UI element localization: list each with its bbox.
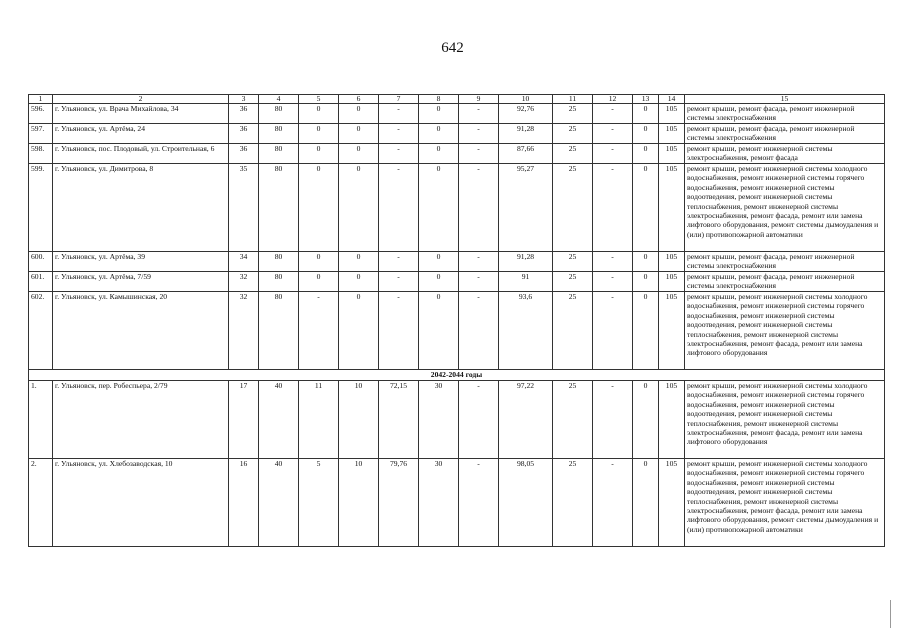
- row-number-cell: 596.: [29, 104, 53, 124]
- row-number-cell: 602.: [29, 292, 53, 370]
- scan-edge-mark: [890, 600, 891, 628]
- table-row: [29, 381, 885, 459]
- col-10-cell: 98,05: [499, 459, 553, 547]
- table-row: [29, 104, 885, 124]
- col-8-cell: 0: [419, 104, 459, 124]
- col-14-cell: 105: [659, 164, 685, 252]
- repair-works-cell: ремонт крыши, ремонт фасада, ремонт инженерной системы электроснабжения: [685, 104, 885, 124]
- col-3-cell: 36: [229, 104, 259, 124]
- col-12-cell: -: [593, 272, 633, 292]
- repair-works-cell: ремонт крыши, ремонт фасада, ремонт инженерной системы электроснабжения: [685, 272, 885, 292]
- address-cell: г. Ульяновск, ул. Артёма, 39: [53, 252, 229, 272]
- col-13-cell: 0: [633, 104, 659, 124]
- col-14-cell: 105: [659, 459, 685, 547]
- col-12-cell: -: [593, 292, 633, 370]
- col-12-cell: -: [593, 381, 633, 459]
- col-6-cell: 0: [339, 272, 379, 292]
- col-4-cell: 80: [259, 124, 299, 144]
- col-8-cell: 0: [419, 144, 459, 164]
- col-10-cell: 92,76: [499, 104, 553, 124]
- col-11-cell: 25: [553, 164, 593, 252]
- col-9-cell: -: [459, 104, 499, 124]
- row-number-cell: 599.: [29, 164, 53, 252]
- col-10-cell: 87,66: [499, 144, 553, 164]
- table-row: [29, 144, 885, 164]
- col-5-cell: 0: [299, 124, 339, 144]
- col-14-cell: 105: [659, 272, 685, 292]
- col-3-cell: 36: [229, 144, 259, 164]
- col-11-cell: 25: [553, 252, 593, 272]
- col-5-cell: 5: [299, 459, 339, 547]
- col-13-cell: 0: [633, 272, 659, 292]
- address-cell: г. Ульяновск, ул. Димитрова, 8: [53, 164, 229, 252]
- section-title: 2042-2044 годы: [29, 370, 885, 381]
- col-7-cell: -: [379, 252, 419, 272]
- col-12-cell: -: [593, 459, 633, 547]
- col-10-cell: 93,6: [499, 292, 553, 370]
- column-header-3: 3: [229, 95, 259, 104]
- col-7-cell: 72,15: [379, 381, 419, 459]
- col-7-cell: -: [379, 272, 419, 292]
- col-7-cell: -: [379, 292, 419, 370]
- col-3-cell: 35: [229, 164, 259, 252]
- col-5-cell: 0: [299, 144, 339, 164]
- col-12-cell: -: [593, 164, 633, 252]
- col-14-cell: 105: [659, 252, 685, 272]
- col-11-cell: 25: [553, 292, 593, 370]
- col-3-cell: 17: [229, 381, 259, 459]
- col-8-cell: 0: [419, 164, 459, 252]
- col-3-cell: 32: [229, 272, 259, 292]
- col-6-cell: 0: [339, 292, 379, 370]
- address-cell: г. Ульяновск, ул. Хлебозаводская, 10: [53, 459, 229, 547]
- address-cell: г. Ульяновск, ул. Камышинская, 20: [53, 292, 229, 370]
- col-12-cell: -: [593, 252, 633, 272]
- col-8-cell: 0: [419, 272, 459, 292]
- page-number: 642: [441, 40, 464, 56]
- col-5-cell: 0: [299, 252, 339, 272]
- column-header-13: 13: [633, 95, 659, 104]
- column-header-5: 5: [299, 95, 339, 104]
- col-4-cell: 40: [259, 459, 299, 547]
- col-10-cell: 91: [499, 272, 553, 292]
- col-8-cell: 30: [419, 381, 459, 459]
- col-6-cell: 0: [339, 144, 379, 164]
- col-9-cell: -: [459, 292, 499, 370]
- col-7-cell: 79,76: [379, 459, 419, 547]
- col-3-cell: 36: [229, 124, 259, 144]
- col-7-cell: -: [379, 104, 419, 124]
- col-9-cell: -: [459, 144, 499, 164]
- address-cell: г. Ульяновск, пос. Плодовый, ул. Строительная, 6: [53, 144, 229, 164]
- table-row: [29, 252, 885, 272]
- col-12-cell: -: [593, 124, 633, 144]
- col-12-cell: -: [593, 144, 633, 164]
- table-row: [29, 272, 885, 292]
- col-11-cell: 25: [553, 272, 593, 292]
- col-14-cell: 105: [659, 104, 685, 124]
- column-header-8: 8: [419, 95, 459, 104]
- col-4-cell: 40: [259, 381, 299, 459]
- header-row: [29, 95, 885, 104]
- col-9-cell: -: [459, 381, 499, 459]
- col-9-cell: -: [459, 459, 499, 547]
- repair-works-cell: ремонт крыши, ремонт фасада, ремонт инженерной системы электроснабжения: [685, 252, 885, 272]
- col-8-cell: 0: [419, 124, 459, 144]
- repair-works-cell: ремонт крыши, ремонт инженерной системы холодного водоснабжения, ремонт инженерной системы горячего водоснабжения, ремонт инженерной системы водоотведения, ремонт инженерной системы теплоснабжения, ремонт инженерной системы электроснабжения, ремонт фасада, ремонт или замена лифтового оборудования: [685, 292, 885, 370]
- col-13-cell: 0: [633, 292, 659, 370]
- col-9-cell: -: [459, 252, 499, 272]
- col-5-cell: 0: [299, 104, 339, 124]
- col-13-cell: 0: [633, 144, 659, 164]
- col-4-cell: 80: [259, 252, 299, 272]
- col-14-cell: 105: [659, 381, 685, 459]
- col-4-cell: 80: [259, 164, 299, 252]
- column-header-7: 7: [379, 95, 419, 104]
- col-13-cell: 0: [633, 164, 659, 252]
- col-11-cell: 25: [553, 124, 593, 144]
- housing-repair-table: [28, 94, 885, 547]
- table-row: [29, 124, 885, 144]
- address-cell: г. Ульяновск, ул. Врача Михайлова, 34: [53, 104, 229, 124]
- col-7-cell: -: [379, 144, 419, 164]
- col-4-cell: 80: [259, 144, 299, 164]
- col-4-cell: 80: [259, 292, 299, 370]
- address-cell: г. Ульяновск, ул. Артёма, 7/59: [53, 272, 229, 292]
- col-10-cell: 97,22: [499, 381, 553, 459]
- column-header-6: 6: [339, 95, 379, 104]
- repair-works-cell: ремонт крыши, ремонт инженерной системы холодного водоснабжения, ремонт инженерной системы горячего водоснабжения, ремонт инженерной системы водоотведения, ремонт инженерной системы теплоснабжения, ремонт инженерной системы электроснабжения, ремонт фасада, ремонт или замена лифтового оборудования: [685, 381, 885, 459]
- col-11-cell: 25: [553, 144, 593, 164]
- column-header-11: 11: [553, 95, 593, 104]
- col-4-cell: 80: [259, 272, 299, 292]
- col-11-cell: 25: [553, 381, 593, 459]
- col-3-cell: 16: [229, 459, 259, 547]
- row-number-cell: 601.: [29, 272, 53, 292]
- column-header-4: 4: [259, 95, 299, 104]
- table-row: [29, 164, 885, 252]
- row-number-cell: 2.: [29, 459, 53, 547]
- address-cell: г. Ульяновск, ул. Артёма, 24: [53, 124, 229, 144]
- col-3-cell: 34: [229, 252, 259, 272]
- col-11-cell: 25: [553, 459, 593, 547]
- col-14-cell: 105: [659, 292, 685, 370]
- repair-works-cell: ремонт крыши, ремонт фасада, ремонт инженерной системы электроснабжения: [685, 124, 885, 144]
- table-row: [29, 292, 885, 370]
- column-header-2: 2: [53, 95, 229, 104]
- col-13-cell: 0: [633, 124, 659, 144]
- column-header-12: 12: [593, 95, 633, 104]
- col-9-cell: -: [459, 164, 499, 252]
- col-5-cell: -: [299, 292, 339, 370]
- col-9-cell: -: [459, 124, 499, 144]
- col-9-cell: -: [459, 272, 499, 292]
- column-header-9: 9: [459, 95, 499, 104]
- col-14-cell: 105: [659, 144, 685, 164]
- col-10-cell: 91,28: [499, 124, 553, 144]
- col-3-cell: 32: [229, 292, 259, 370]
- row-number-cell: 1.: [29, 381, 53, 459]
- column-header-14: 14: [659, 95, 685, 104]
- repair-works-cell: ремонт крыши, ремонт инженерной системы холодного водоснабжения, ремонт инженерной системы горячего водоснабжения, ремонт инженерной системы водоотведения, ремонт инженерной системы теплоснабжения, ремонт инженерной системы электроснабжения, ремонт фасада, ремонт или замена лифтового оборудования, ремонт системы дымоудаления и (или) противопожарной автоматики: [685, 164, 885, 252]
- col-6-cell: 10: [339, 459, 379, 547]
- col-12-cell: -: [593, 104, 633, 124]
- col-6-cell: 10: [339, 381, 379, 459]
- section-row: [29, 370, 885, 381]
- col-8-cell: 0: [419, 292, 459, 370]
- col-13-cell: 0: [633, 381, 659, 459]
- column-header-10: 10: [499, 95, 553, 104]
- column-header-1: 1: [29, 95, 53, 104]
- col-11-cell: 25: [553, 104, 593, 124]
- col-4-cell: 80: [259, 104, 299, 124]
- col-6-cell: 0: [339, 164, 379, 252]
- col-6-cell: 0: [339, 124, 379, 144]
- col-13-cell: 0: [633, 459, 659, 547]
- col-8-cell: 30: [419, 459, 459, 547]
- col-6-cell: 0: [339, 104, 379, 124]
- column-header-15: 15: [685, 95, 885, 104]
- col-6-cell: 0: [339, 252, 379, 272]
- col-13-cell: 0: [633, 252, 659, 272]
- repair-works-cell: ремонт крыши, ремонт инженерной системы электроснабжения, ремонт фасада: [685, 144, 885, 164]
- row-number-cell: 598.: [29, 144, 53, 164]
- col-7-cell: -: [379, 164, 419, 252]
- col-5-cell: 11: [299, 381, 339, 459]
- repair-works-cell: ремонт крыши, ремонт инженерной системы холодного водоснабжения, ремонт инженерной системы горячего водоснабжения, ремонт инженерной системы водоотведения, ремонт инженерной системы теплоснабжения, ремонт инженерной системы электроснабжения, ремонт фасада, ремонт или замена лифтового оборудования, ремонт системы дымоудаления и (или) противопожарной автоматики: [685, 459, 885, 547]
- col-10-cell: 91,28: [499, 252, 553, 272]
- row-number-cell: 597.: [29, 124, 53, 144]
- col-10-cell: 95,27: [499, 164, 553, 252]
- row-number-cell: 600.: [29, 252, 53, 272]
- col-5-cell: 0: [299, 164, 339, 252]
- address-cell: г. Ульяновск, пер. Робеспьера, 2/79: [53, 381, 229, 459]
- col-14-cell: 105: [659, 124, 685, 144]
- table-row: [29, 459, 885, 547]
- col-5-cell: 0: [299, 272, 339, 292]
- col-7-cell: -: [379, 124, 419, 144]
- col-8-cell: 0: [419, 252, 459, 272]
